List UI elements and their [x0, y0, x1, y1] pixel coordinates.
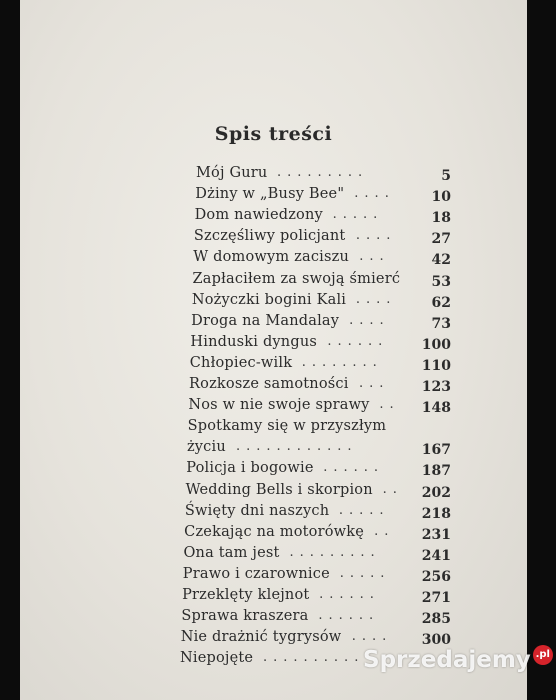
toc-leader-dots: ....: [351, 629, 393, 645]
toc-entry-page: 5: [441, 168, 451, 184]
toc-entry-title: Niepojęte: [180, 650, 254, 667]
toc-entry-title: Dom nawiedzony: [194, 207, 323, 224]
toc-leader-dots: .........: [289, 544, 381, 560]
toc-entry-title: Dżiny w „Busy Bee": [195, 186, 345, 203]
toc-entry-title: Policja i bogowie: [186, 460, 314, 477]
toc-leader-dots: ........: [301, 354, 383, 370]
toc-leader-dots: ......: [319, 587, 380, 602]
toc-entry-title: Czekając na motorówkę: [184, 523, 365, 540]
toc-leader-dots: ....: [349, 312, 390, 328]
toc-leader-dots: ......: [318, 608, 380, 624]
toc-entry-page: 110: [421, 357, 451, 374]
toc-entry-page: 241: [421, 547, 451, 564]
watermark-badge: .pl: [533, 645, 553, 665]
toc-entry-title: Sprawa kraszera: [181, 608, 309, 625]
toc-entry-title: Chłopiec-wilk: [189, 354, 293, 371]
toc-leader-dots: .....: [339, 565, 391, 581]
toc-entry-title: Szczęśliwy policjant: [193, 228, 346, 245]
toc-entry-title: Mój Guru: [196, 165, 268, 181]
toc-entry-page: 218: [421, 505, 451, 522]
toc-leader-dots: ....: [355, 291, 397, 307]
book-page: [20, 0, 527, 700]
toc-entry-page: 27: [431, 231, 451, 248]
watermark-logo: [363, 645, 553, 673]
toc-entry-title: Przeklęty klejnot: [182, 587, 310, 603]
toc-entry-page: 148: [421, 400, 451, 417]
toc-entry-title: Droga na Mandalay: [191, 312, 340, 329]
toc-leader-dots: ..: [374, 523, 395, 539]
toc-leader-dots: ......: [323, 460, 385, 476]
watermark-text: Sprzedajemy: [363, 647, 531, 673]
toc-leader-dots: ..........: [263, 650, 365, 666]
toc-entry-page: 187: [421, 463, 451, 480]
toc-entry-page: 42: [431, 252, 451, 269]
toc-entry-page: 53: [431, 273, 451, 290]
toc-entry-page: 271: [421, 590, 451, 606]
toc-entry-title: Święty dni naszych: [184, 502, 330, 519]
toc-entry-title: Prawo i czarownice: [182, 565, 330, 582]
toc-leader-dots: ..: [382, 481, 403, 497]
toc-leader-dots: .....: [332, 207, 384, 223]
toc-entry-title: Hinduski dyngus: [190, 333, 318, 350]
toc-leader-dots: .....: [338, 502, 390, 518]
toc-entry-page: 202: [421, 484, 451, 501]
toc-leader-dots: ..: [379, 397, 400, 413]
toc-leader-dots: ............: [235, 439, 358, 455]
toc-entry-page: 167: [421, 442, 451, 459]
toc-entry-page: 62: [431, 294, 451, 311]
toc-leader-dots: ...: [359, 249, 390, 265]
toc-entry-title: Zapłaciłem za swoją śmierć: [192, 270, 401, 287]
toc-entry-title: Nożyczki bogini Kali: [191, 291, 347, 308]
toc-entry-page: 123: [421, 379, 451, 395]
toc-entry-title: Nos w nie swoje sprawy: [188, 397, 370, 414]
toc-leader-dots: ......: [327, 333, 389, 349]
toc-entry-title: życiu: [186, 439, 226, 456]
toc-entry-page: 10: [431, 189, 451, 206]
toc-entry-page: 256: [421, 568, 451, 585]
toc-leader-dots: ....: [354, 186, 395, 202]
table-of-contents: [20, 0, 527, 700]
toc-entry-page: 231: [421, 526, 451, 543]
toc-leader-dots: ....: [355, 228, 397, 244]
toc-entry-title: W domowym zaciszu: [193, 249, 350, 266]
toc-leader-dots: ...: [359, 376, 390, 391]
toc-entry-title: Spotkamy się w przyszłym: [187, 418, 387, 435]
toc-leader-dots: .........: [277, 165, 369, 180]
toc-entry-page: 300: [421, 632, 451, 649]
toc-entry-title: Rozkosze samotności: [189, 376, 349, 392]
toc-entry-title: Wedding Bells i skorpion: [185, 481, 373, 498]
page-title: Spis treści: [214, 123, 333, 145]
toc-entry-page: 18: [431, 210, 451, 227]
toc-entry-page: 285: [421, 611, 451, 628]
toc-entry-title: Ona tam jest: [183, 544, 280, 561]
toc-entry-page: 100: [421, 336, 451, 353]
toc-entry-page: 73: [431, 315, 451, 332]
toc-entry-title: Nie drażnić tygrysów: [180, 629, 342, 646]
